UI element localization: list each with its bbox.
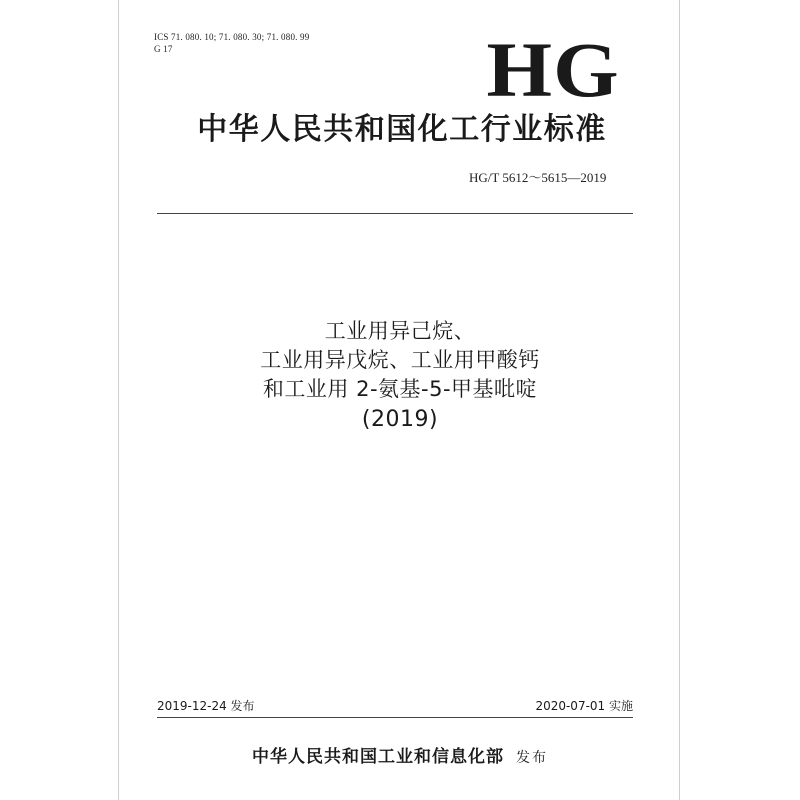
issuer-line: [0, 746, 800, 769]
classification-codes: [154, 31, 309, 55]
implementation-date: 2020-07-01 实施: [535, 699, 633, 713]
standard-code: HG/T 5612～5615—2019: [469, 170, 607, 185]
bottom-divider: [157, 717, 633, 718]
ics-code: ICS 71. 080. 10; 71. 080. 30; 71. 080. 99: [154, 32, 310, 42]
top-divider: [157, 213, 633, 214]
ccs-code: G 17: [154, 44, 173, 54]
release-date: 2019-12-24 发布: [157, 699, 255, 713]
standard-category-title: 中华人民共和国化工行业标准: [197, 112, 607, 147]
title-line: 和工业用 2-氨基-5-甲基吡啶: [262, 377, 538, 401]
issue-verb: 发布: [516, 750, 548, 766]
title-line: 工业用异戊烷、工业用甲酸钙: [260, 348, 540, 372]
title-line: 工业用异己烷、: [324, 319, 476, 343]
issuing-organization: 中华人民共和国工业和信息化部: [252, 747, 504, 767]
title-year: (2019): [361, 407, 439, 432]
document-title: [0, 317, 800, 434]
hg-logo: HG: [486, 26, 620, 113]
